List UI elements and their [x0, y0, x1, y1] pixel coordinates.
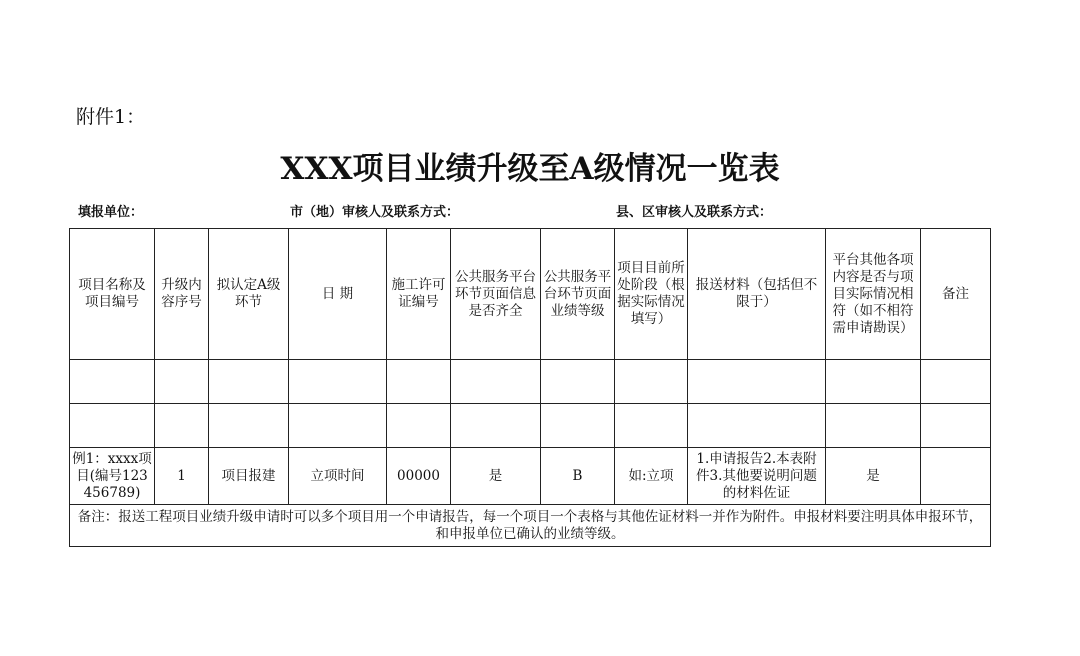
example-current-phase: 如:立项	[615, 448, 688, 505]
header-cell: 项目名称及项目编号	[70, 229, 155, 360]
empty-cell	[387, 404, 451, 448]
table-row	[70, 360, 991, 404]
header-cell: 项目目前所处阶段（根据实际情况填写）	[615, 229, 688, 360]
example-date: 立项时间	[289, 448, 387, 505]
empty-cell	[70, 360, 155, 404]
example-consistent: 是	[826, 448, 921, 505]
empty-cell	[209, 360, 289, 404]
table-row	[70, 404, 991, 448]
example-sequence: 1	[155, 448, 209, 505]
header-cell: 公共服务平台环节页面信息是否齐全	[451, 229, 541, 360]
example-info-complete: 是	[451, 448, 541, 505]
document-title: XXX项目业绩升级至A级情况一览表	[280, 151, 780, 187]
empty-cell	[688, 404, 826, 448]
header-cell: 施工许可证编号	[387, 229, 451, 360]
empty-cell	[826, 404, 921, 448]
header-cell: 拟认定A级环节	[209, 229, 289, 360]
table-header-row	[70, 229, 991, 360]
empty-cell	[688, 360, 826, 404]
header-cell: 备注	[921, 229, 991, 360]
empty-cell	[451, 404, 541, 448]
empty-cell	[155, 360, 209, 404]
example-materials: 1.申请报告2.本表附件3.其他要说明问题的材料佐证	[688, 448, 826, 505]
example-row	[70, 448, 991, 505]
attachment-label: 附件1：	[76, 106, 146, 128]
example-remarks	[921, 448, 991, 505]
empty-cell	[921, 360, 991, 404]
example-stage: 项目报建	[209, 448, 289, 505]
note-row	[70, 505, 991, 547]
empty-cell	[541, 404, 615, 448]
header-cell: 平台其他各项内容是否与项目实际情况相符（如不相符需申请勘误）	[826, 229, 921, 360]
header-cell: 日 期	[289, 229, 387, 360]
empty-cell	[387, 360, 451, 404]
empty-cell	[615, 360, 688, 404]
empty-cell	[155, 404, 209, 448]
empty-cell	[826, 360, 921, 404]
header-cell: 升级内容序号	[155, 229, 209, 360]
county-reviewer-label: 县、区审核人及联系方式：	[616, 205, 773, 220]
empty-cell	[289, 360, 387, 404]
empty-cell	[289, 404, 387, 448]
empty-cell	[615, 404, 688, 448]
fill-unit-label: 填报单位：	[78, 205, 144, 220]
example-permit-number: 00000	[387, 448, 451, 505]
empty-cell	[541, 360, 615, 404]
table-note: 备注：报送工程项目业绩升级申请时可以多个项目用一个申请报告，每一个项目一个表格与其他佐证材料一并作为附件。申报材料要注明具体申报环节，和申报单位已确认的业绩等级。	[70, 505, 991, 547]
header-cell: 报送材料（包括但不限于）	[688, 229, 826, 360]
empty-cell	[921, 404, 991, 448]
empty-cell	[451, 360, 541, 404]
empty-cell	[70, 404, 155, 448]
example-project-name: 例1：xxxx项目(编号123456789)	[70, 448, 155, 505]
example-grade: B	[541, 448, 615, 505]
project-upgrade-table	[69, 228, 991, 547]
header-cell: 公共服务平台环节页面业绩等级	[541, 229, 615, 360]
empty-cell	[209, 404, 289, 448]
city-reviewer-label: 市（地）审核人及联系方式：	[290, 205, 460, 220]
